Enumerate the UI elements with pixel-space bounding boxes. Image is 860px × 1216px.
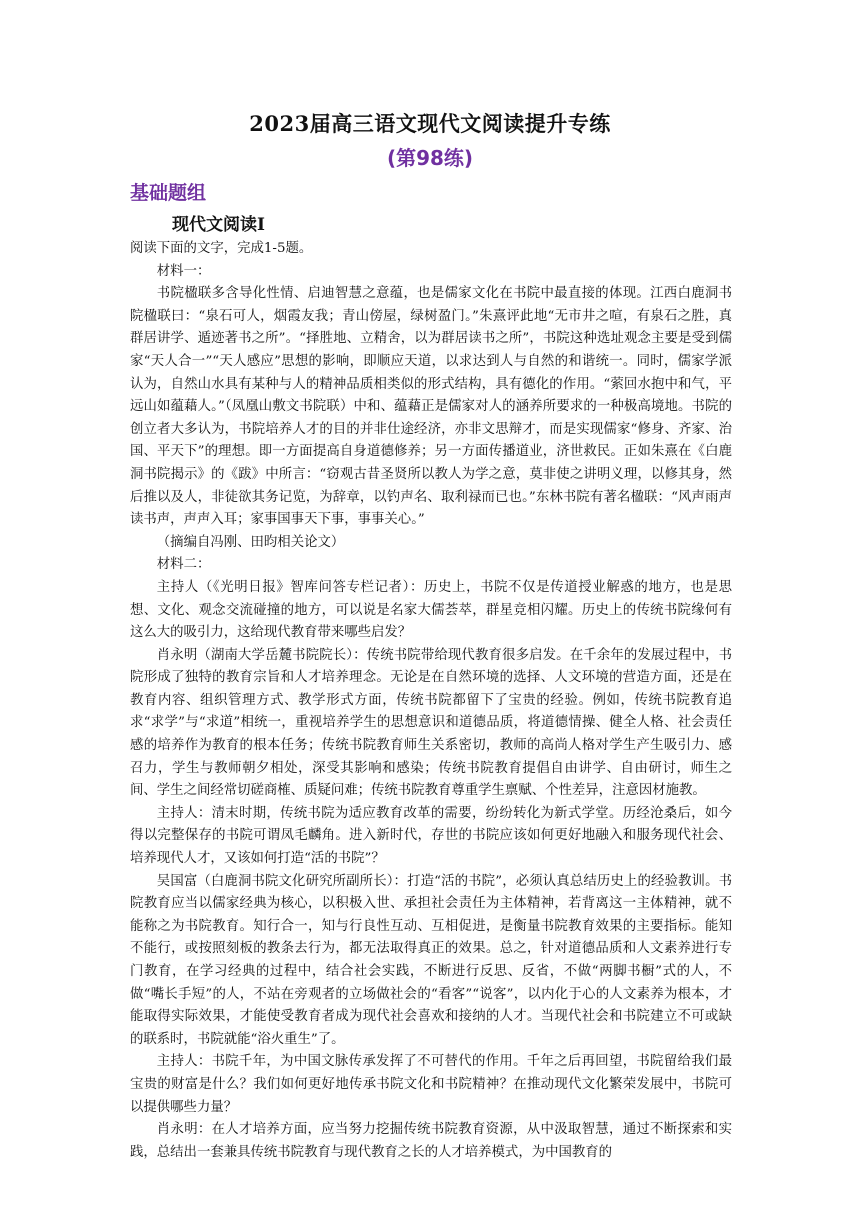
paragraph: 主持人（《光明日报》智库问答专栏记者）：历史上，书院不仅是传道授业解惑的地方，也是思想、文化、观念交流碰撞的地方，可以说是名家大儒荟萃，群星竞相闪耀。历史上的传统书院缘何有这么大的吸引力，这给现代教育带来哪些启发？ [130,579,732,641]
paragraph: 主持人：清末时期，传统书院为适应教育改革的需要，纷纷转化为新式学堂。历经沧桑后，如今得以完整保存的书院可谓凤毛麟角。进入新时代，存世的书院应该如何更好地融入和服务现代社会、培养现代人才，又该如何打造“活的书院”？ [130,805,732,867]
paragraph: 吴国富（白鹿洞书院文化研究所副所长）：打造“活的书院”，必须认真总结历史上的经验教训。书院教育应当以儒家经典为核心，以积极入世、承担社会责任为主体精神，若背离这一主体精神，就不能称之为书院教育。知行合一，知与行良性互动、互相促进，是衡量书院教育效果的主要指标。能知不能行，或按照刻板的教条去行为，都无法取得真正的效果。总之，针对道德品质和人文素养进行专门教育，在学习经典的过程中，结合社会实践，不断进行反思、反省，不做“两脚书橱”式的人，不做“嘴长手短”的人，不站在旁观者的立场做社会的“看客”“说客”，以内化于心的人文素养为根本，才能取得实际效果，才能使受教育者成为现代社会喜欢和接纳的人才。当现代社会和书院建立不可或缺的联系时，书院就能“浴火重生”了。 [130,873,732,1047]
material-one-label: 材料一： [156,263,211,279]
instruction: 阅读下面的文字，完成1-5题。 [130,241,313,256]
material-two-label: 材料二： [156,557,211,573]
document-title: 2023届高三语文现代文阅读提升专练 [249,111,611,136]
subsection-heading: 现代文阅读Ⅰ [172,215,265,235]
practice-number: (第98练) [386,146,474,170]
paragraph: 肖永明：在人才培养方面，应当努力挖掘传统书院教育资源，从中汲取智慧，通过不断探索和实践，总结出一套兼具传统书院教育与现代教育之长的人才培养模式，为中国教育的 [130,1122,732,1160]
reading-text [130,238,732,1164]
section-heading: 基础题组 [130,182,207,204]
paragraph: 肖永明（湖南大学岳麓书院院长）：传统书院带给现代教育很多启发。在千余年的发展过程中，书院形成了独特的教育宗旨和人才培养理念。无论是在自然环境的选择、人文环境的营造方面，还是在教育内容、组织管理方式、教学形式方面，传统书院都留下了宝贵的经验。例如，传统书院教育追求“求学”与“求道”相统一，重视培养学生的思想意识和道德品质，将道德情操、健全人格、社会责任感的培养作为教育的根本任务；传统书院教育师生关系密切，教师的高尚人格对学生产生吸引力、感召力，学生与教师朝夕相处，深受其影响和感染；传统书院教育提倡自由讲学、自由研讨，师生之间、学生之间经常切磋商榷、质疑问难；传统书院教育尊重学生禀赋、个性差异，注意因材施教。 [130,647,732,799]
paragraph: 书院楹联多含导化性情、启迪智慧之意蕴，也是儒家文化在书院中最直接的体现。江西白鹿洞书院楹联曰：“泉石可人，烟霞友我；青山傍屋，绿树盈门。”朱熹评此地“无市井之喧，有泉石之胜，真群居讲学、遁迹著书之所”。“择胜地、立精舍，以为群居读书之所”，书院这种选址观念主要是受到儒家“天人合一”“天人感应”思想的影响，即顺应天道，以求达到人与自然的和谐统一。同时，儒家学派认为，自然山水具有某种与人的精神品质相类似的形式结构，具有德化的作用。“萦回水抱中和气，平远山如蕴藉人。”（凤凰山敷文书院联）中和、蕴藉正是儒家对人的涵养所要求的一种极高境地。书院的创立者大多认为，书院培养人才的目的并非仕途经济，亦非文思辩才，而是实现儒家“修身、齐家、治国、平天下”的理想。即一方面提高自身道德修养；另一方面传播道业，济世救民。正如朱熹在《白鹿洞书院揭示》的《跋》中所言：“窃观古昔圣贤所以教人为学之意，莫非使之讲明义理，以修其身，然后推以及人，非徒欲其务记览，为辞章，以钓声名、取利禄而已也。”东林书院有著名楹联：“风声雨声读书声，声声入耳；家事国事天下事，事事关心。” [130,286,732,528]
paragraph: 主持人：书院千年，为中国文脉传承发挥了不可替代的作用。千年之后再回望，书院留给我们最宝贵的财富是什么？我们如何更好地传承书院文化和书院精神？在推动现代文化繁荣发展中，书院可以提供哪些力量？ [130,1054,732,1115]
source-note: （摘编自冯刚、田昀相关论文） [156,534,345,550]
